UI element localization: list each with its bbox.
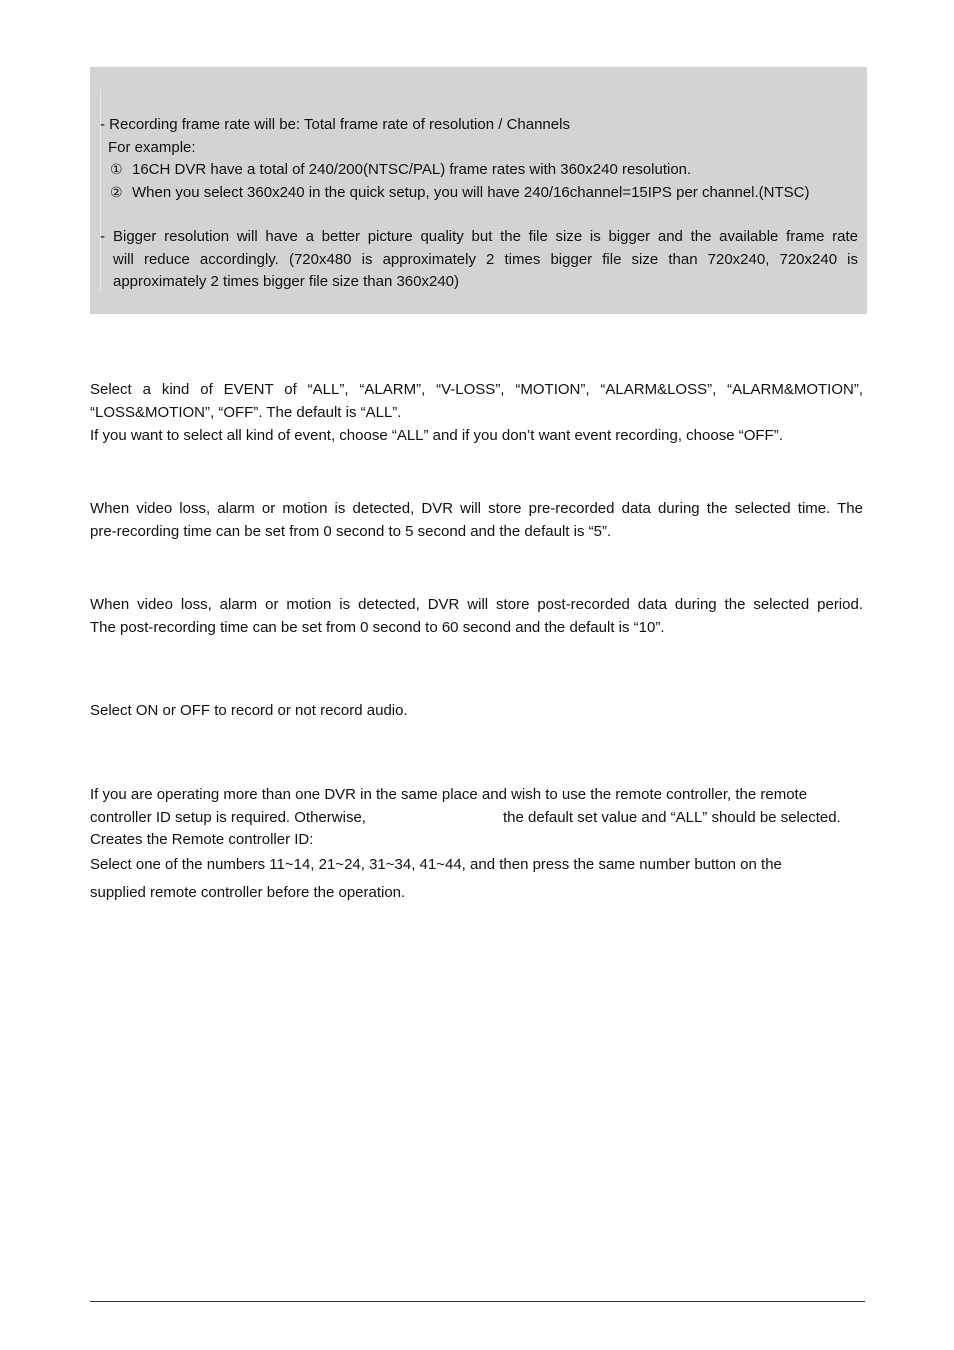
- post-record-line-1: When video loss, alarm or motion is detected, DVR will store post-recorded data during the selected period.: [90, 596, 863, 613]
- note-bullet-2-dash: -: [100, 228, 105, 245]
- circled-two-icon: ②: [110, 185, 123, 201]
- event-paragraph-line-3: If you want to select all kind of event, choose “ALL” and if you don’t want event recording, choose “OFF”.: [90, 427, 783, 444]
- remote-line-3: Creates the Remote controller ID:: [90, 831, 314, 848]
- event-paragraph-line-1: Select a kind of EVENT of “ALL”, “ALARM”, “V-LOSS”, “MOTION”, “ALARM&LOSS”, “ALARM&MOTION”,: [90, 381, 863, 398]
- note-item-1: [110, 161, 691, 179]
- event-paragraph-line-2: “LOSS&MOTION”, “OFF”. The default is “ALL”.: [90, 404, 402, 421]
- pre-record-line-2: pre-recording time can be set from 0 second to 5 second and the default is “5”.: [90, 523, 612, 540]
- note-bullet-1: - Recording frame rate will be: Total frame rate of resolution / Channels: [100, 116, 570, 133]
- note-item-2-text: When you select 360x240 in the quick setup, you will have 240/16channel=15IPS per channel.(NTSC): [132, 184, 810, 201]
- post-record-line-2: The post-recording time can be set from 0 second to 60 second and the default is “10”.: [90, 619, 665, 636]
- note-bullet-2-line-1: Bigger resolution will have a better picture quality but the file size is bigger and the available frame rate: [113, 228, 858, 245]
- note-item-2: [110, 184, 810, 202]
- remote-line-2b: the default set value and “ALL” should be selected.: [503, 809, 841, 826]
- remote-line-1: If you are operating more than one DVR in the same place and wish to use the remote controller, the remote: [90, 786, 808, 803]
- remote-line-5: supplied remote controller before the operation.: [90, 884, 406, 901]
- audio-line-1: Select ON or OFF to record or not record audio.: [90, 702, 408, 719]
- remote-line-2a: controller ID setup is required. Otherwise,: [90, 809, 366, 826]
- note-for-example: For example:: [108, 139, 196, 156]
- circled-one-icon: ①: [110, 162, 123, 178]
- note-bullet-2-line-3: approximately 2 times bigger file size than 360x240): [113, 273, 460, 290]
- note-item-1-text: 16CH DVR have a total of 240/200(NTSC/PAL) frame rates with 360x240 resolution.: [132, 161, 692, 178]
- pre-record-line-1: When video loss, alarm or motion is detected, DVR will store pre-recorded data during the selected time. The: [90, 500, 863, 517]
- footer-rule: [90, 1301, 865, 1302]
- note-bullet-2-line-2: will reduce accordingly. (720x480 is approximately 2 times bigger file size than 720x240, 720x240 is: [113, 251, 858, 268]
- remote-line-4: Select one of the numbers 11~14, 21~24, 31~34, 41~44, and then press the same number button on the: [90, 856, 782, 873]
